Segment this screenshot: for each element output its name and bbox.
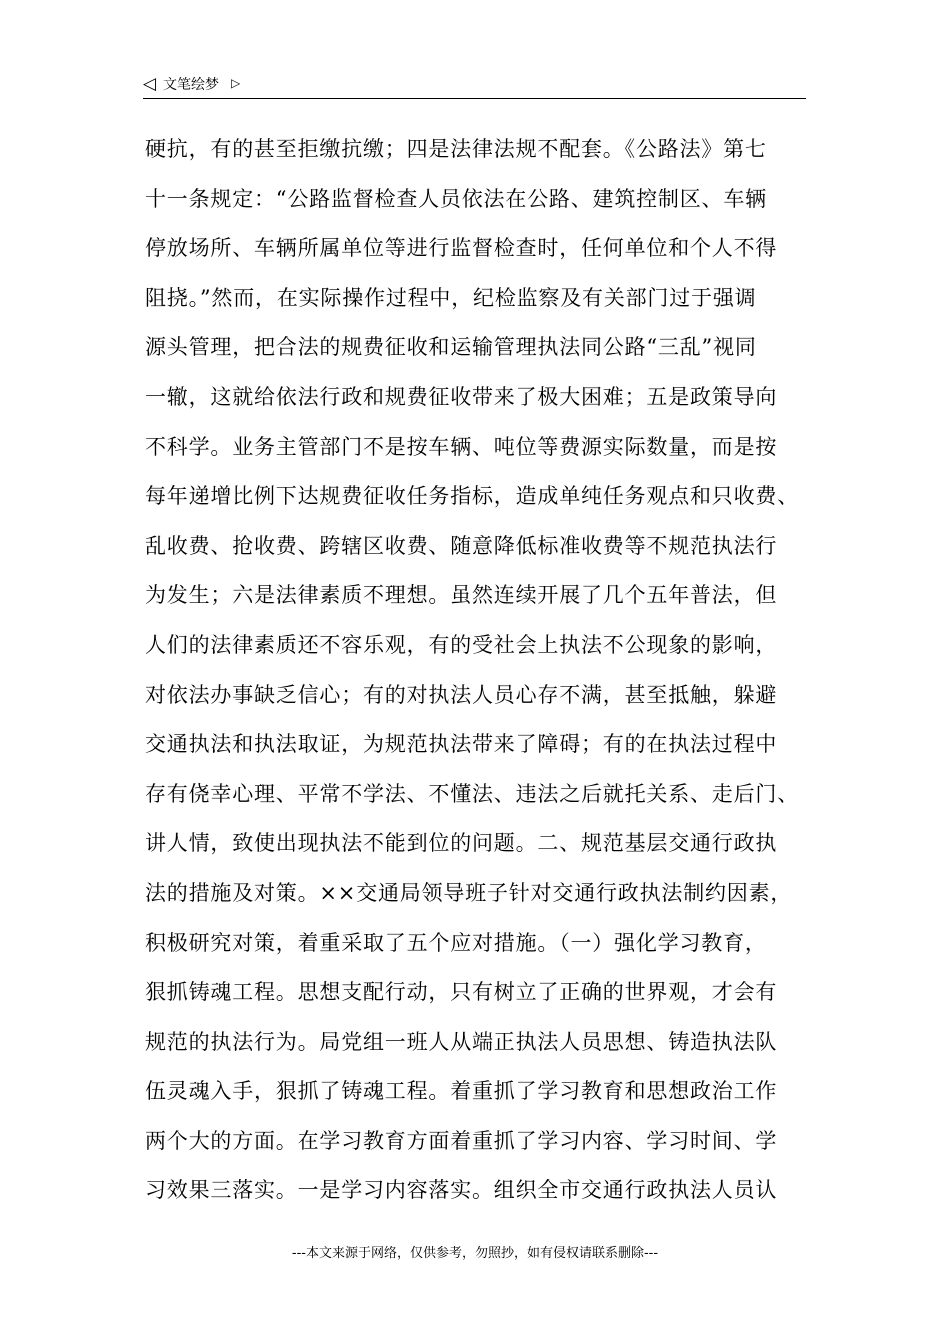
text-line: 讲人情，致使出现执法不能到位的问题。二、规范基层交通行政执: [145, 831, 778, 856]
text-line: 法的措施及对策。××交通局领导班子针对交通行政执法制约因素，: [145, 880, 793, 905]
text-line: 乱收费、抢收费、跨辖区收费、随意降低标准收费等不规范执法行: [145, 533, 778, 558]
triangle-left-icon: ◁: [143, 74, 157, 94]
text-line: 人们的法律素质还不容乐观，有的受社会上执法不公现象的影响，: [145, 632, 778, 657]
triangle-right-icon: ▷: [231, 76, 241, 90]
text-line: 不科学。业务主管部门不是按车辆、吨位等费源实际数量，而是按: [145, 434, 778, 459]
text-line: 两个大的方面。在学习教育方面着重抓了学习内容、学习时间、学: [145, 1128, 778, 1153]
text-line: 狠抓铸魂工程。思想支配行动，只有树立了正确的世界观，才会有: [145, 980, 778, 1005]
text-line: 存有侥幸心理、平常不学法、不懂法、违法之后就托关系、走后门、: [145, 781, 799, 806]
text-line: 交通执法和执法取证，为规范执法带来了障碍；有的在执法过程中: [145, 732, 778, 757]
text-line: 伍灵魂入手，狠抓了铸魂工程。着重抓了学习教育和思想政治工作: [145, 1079, 778, 1104]
page-footer: ---本文来源于网络，仅供参考，勿照抄，如有侵权请联系删除---: [291, 1246, 659, 1261]
text-line: 一辙，这就给依法行政和规费征收带来了极大困难；五是政策导向: [145, 384, 778, 409]
text-line: 十一条规定：“公路监督检查人员依法在公路、建筑控制区、车辆: [145, 186, 767, 211]
text-line: 阻挠。”然而，在实际操作过程中，纪检监察及有关部门过于强调: [145, 285, 757, 310]
text-line: 为发生；六是法律素质不理想。虽然连续开展了几个五年普法，但: [145, 583, 778, 608]
text-line: 积极研究对策，着重采取了五个应对措施。（一）强化学习教育，: [145, 930, 767, 955]
text-line: 硬抗，有的甚至拒缴抗缴；四是法律法规不配套。《公路法》第七: [145, 137, 767, 161]
text-line: 源头管理，把合法的规费征收和运输管理执法同公路“三乱”视同: [145, 335, 757, 360]
header-title: 文笔绘梦: [163, 77, 219, 93]
text-line: 习效果三落实。一是学习内容落实。组织全市交通行政执法人员认: [145, 1178, 778, 1203]
text-line: 每年递增比例下达规费征收任务指标，造成单纯任务观点和只收费、: [145, 484, 799, 509]
text-line: 对依法办事缺乏信心；有的对执法人员心存不满，甚至抵触，躲避: [145, 682, 778, 707]
document-body: [145, 125, 807, 1216]
page-header: [143, 72, 806, 99]
text-line: 停放场所、车辆所属单位等进行监督检查时，任何单位和个人不得: [145, 236, 778, 261]
text-line: 规范的执法行为。局党组一班人从端正执法人员思想、铸造执法队: [145, 1029, 778, 1054]
